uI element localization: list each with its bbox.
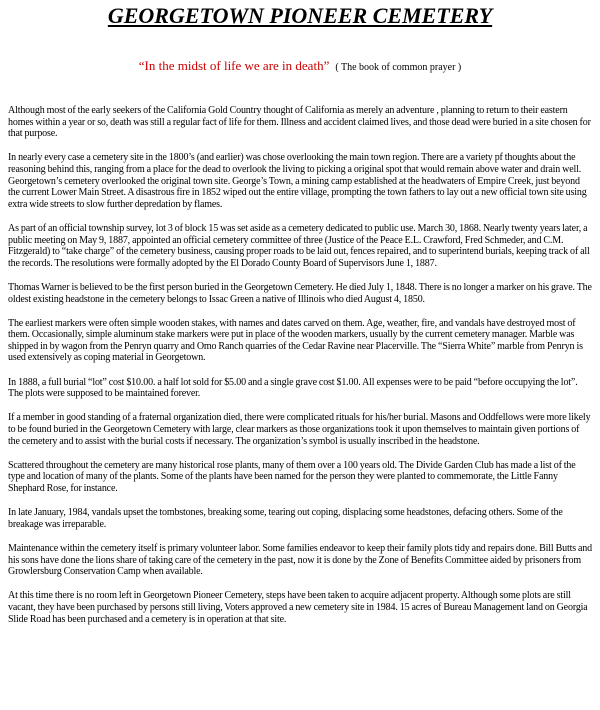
document-body xyxy=(8,105,592,625)
paragraph-earliest-markers: The earliest markers were often simple wooden stakes, with names and dates carved on them. Age, weather, fire, and vandals have destroyed most of them. Occasionally, simple aluminum stake markers were put in place of the wooden markers, usually by the current cemetery manager. Marble was shipped in by wagon from the Penryn quarry and Omo Ranch quarries of the Cedar Ravine near Placerville. The “Sierra White” marble from Penryn is used extensively as coping material in Georgetown. xyxy=(8,317,583,364)
page-title: GEORGETOWN PIONEER CEMETERY xyxy=(107,3,493,28)
paragraph-maintenance: Maintenance within the cemetery itself is primary volunteer labor. Some families endeavor to keep their family plots tidy and repairs done. Bill Butts and his sons have done the lions share of taking care of the cemetery in the past, now it is done by the Zone of Benefits Committee aided by prisoners from Growlersburg Conservation Camp when available. xyxy=(8,542,593,578)
paragraph-first-burial: Thomas Warner is believed to be the first person buried in the Georgetown Cemetery. He died July 1, 1848. There is no longer a marker on his grave. The oldest existing headstone in the cemetery belongs to Issac Green a native of Illinois who died August 4, 1850. xyxy=(8,281,592,305)
epigraph-source: ( The book of common prayer ) xyxy=(335,62,462,73)
paragraph-vandals: In late January, 1984, vandals upset the tombstones, breaking some, tearing out coping, displacing some headstones, defacing others. Some of the breakage was irreparable. xyxy=(8,507,563,530)
epigraph-quote: “In the midst of life we are in death” xyxy=(138,58,330,73)
paragraph-fraternal-organizations: If a member in good standing of a fraternal organization died, there were complicated rituals for his/her burial. Masons and Oddfellows were more likely to be found buried in the Georgetown Cemetery with large, clear markers as those organizations took it upon themselves to maintain given portions of the cemetery and to assist with the burial costs if necessary. The organization’s symbol is usually inscribed in the headstone. xyxy=(8,412,591,447)
document-page xyxy=(0,2,600,710)
paragraph-no-room-left: At this time there is no room left in Georgetown Pioneer Cemetery, steps have been taken to acquire adjacent property. Although some plots are still vacant, they have been purchased by persons still living, Voters approved a new cemetery site in 1984. 15 acres of Bureau Management land on Georgia Slide Road has been purchased and a cemetery is in operation at that site. xyxy=(8,590,588,625)
paragraph-rose-plants: Scattered throughout the cemetery are many historical rose plants, many of them over a 100 years old. The Divide Garden Club has made a list of the type and location of many of the plants. Some of the plants have been named for the person they were planted to commemorate, the Little Fanny Shephard Rose, for instance. xyxy=(8,459,576,494)
paragraph-township-survey: As part of an official township survey, lot 3 of block 15 was set aside as a cemetery dedicated to public use. March 30, 1868. Nearly twenty years later, a public meeting on May 9, 1887, appointed an official cemetery committee of three (Justice of the Peace E.L. Crawford, Fred Schmeder, and C.M. Fitzgerald) to “take charge” of the cemetery business, causing proper roads to be laid out, fences repaired, and to superintend burials, keeping track of all the records. The resolutions were formally adopted by the El Dorado County Board of Supervisors June 1, 1887. xyxy=(8,222,590,269)
paragraph-early-seekers: Although most of the early seekers of the California Gold Country thought of California as merely an adventure , planning to return to their eastern homes within a year or so, death was still a regular fact of life for them. Illness and accident claimed lives, and those dead were buried in a site chosen for that purpose. xyxy=(8,105,591,140)
paragraph-cemetery-site: In nearly every case a cemetery site in the 1800’s (and earlier) was chose overlooking the main town region. There are a variety pf thoughts about the reasoning behind this, ranging from a place for the dead to overlook the living to picking a original spot that would remain above water and drain well. Georgetown’s cemetery overlooked the original town site. George’s Town, a mining camp established at the headwaters of Empire Creek, just beyond the current Lower Main Street. A disastrous fire in 1852 wiped out the entire village, prompting the town fathers to lay out a new official town site using extra wide streets to slow further depredation by flames. xyxy=(8,152,587,210)
epigraph xyxy=(8,58,592,76)
paragraph-lot-costs: In 1888, a full burial “lot” cost $10.00. a half lot sold for $5.00 and a single grave cost $1.00. All expenses were to be paid “before occupying the lot”. The plots were supposed to be maintained forever. xyxy=(8,376,578,400)
